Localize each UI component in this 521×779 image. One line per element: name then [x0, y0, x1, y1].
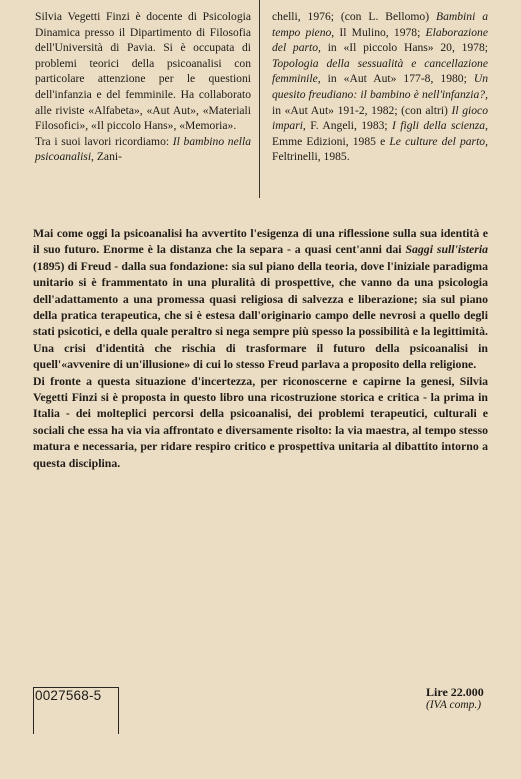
price-label: Lire 22.000	[426, 685, 484, 699]
works-text: , F. Angeli, 1983;	[302, 119, 393, 133]
works-intro-text: Tra i suoi lavori ricordiamo:	[35, 134, 173, 148]
works-text: , in «Aut Aut» 177-8, 1980;	[317, 72, 474, 86]
work-title: Il gioco impari	[272, 103, 488, 133]
work-title: Topologia della sessualità e cancellazione femminile	[272, 56, 488, 86]
work-title: Le culture del parto	[389, 134, 486, 148]
works-text: , Feltrinelli, 1985.	[272, 134, 488, 164]
work-title: Un quesito freudiano: il bambino è nell'infanzia?	[272, 72, 488, 101]
work-title: Elaborazione del parto	[272, 25, 488, 55]
catalog-code: 0027568-5	[35, 688, 102, 703]
author-bio-left-column	[35, 9, 251, 165]
author-bio-paragraph: Silvia Vegetti Finzi è docente di Psicologia Dinamica presso il Dipartimento di Filosofia dell'Università di Pavia. Si è occupata di problemi teorici della psicoanalisi con particolare attenzione per le questioni dell'infanzia e del femminile. Ha collaborato alle riviste «Alfabeta», «Aut Aut», «Materiali Filosofici», «Il piccolo Hans», «Memoria».	[35, 10, 251, 133]
works-list	[272, 9, 488, 165]
works-text: , in «Il piccolo Hans» 20, 1978;	[318, 41, 488, 55]
vat-note: (IVA comp.)	[426, 699, 482, 711]
works-text: chelli, 1976; (con L. Bellomo)	[272, 10, 436, 23]
works-text: , Il Mulino, 1978;	[331, 25, 426, 39]
author-bio-right-column	[272, 9, 488, 165]
cited-work-title: Saggi sull'isteria	[405, 242, 488, 257]
work-title: Il bambino nella psicoanalisi	[35, 134, 251, 164]
description-paragraph-1	[33, 225, 488, 373]
works-text: , in «Aut Aut» 191-2, 1982; (con altri)	[272, 87, 488, 117]
book-description	[33, 225, 488, 471]
works-text: , Zani-	[91, 150, 122, 164]
description-text: (1895) di Freud - dalla sua fondazione: sia sul piano della teoria, dove l'iniziale paradigma unitario si è frammentato in una pluralità di prospettive, che vanno da una psicologia dell'adattamento a una promessa quasi religiosa di salvezza e liberazione; sia sul piano della pratica terapeutica, che si è estesa dall'originario campo delle nevrosi a quello degli stati psicotici, e della quale peraltro si nega sempre più spesso la possibilità e la legittimità. Una crisi d'identità che rischia di trasformare il futuro della psicoanalisi in quell'«avvenire di un'illusione» di cui lo stesso Freud parlava a proposito della religione.	[33, 258, 488, 372]
works-text: , Emme Edizioni, 1985 e	[272, 119, 488, 148]
work-title: I figli della scienza	[392, 119, 486, 133]
description-paragraph-2: Di fronte a questa situazione d'incertezza, per riconoscerne e capirne la genesi, Silvia Vegetti Finzi si è proposta in questo libro una ricostruzione storica e critica - la prima in Italia - dei molteplici percorsi della psicoanalisi, dei problemi terapeutici, culturali e sociali che essa ha via via affrontato e diversamente risolto: la via maestra, al tempo stesso matura e necessaria, per ridare respiro critico e prospettiva unitaria al dibattito intorno a questa disciplina.	[33, 373, 488, 470]
description-text: Mai come oggi la psicoanalisi ha avvertito l'esigenza di una riflessione sulla sua identità e il suo futuro. Enorme è la distanza che la separa - a quasi cent'anni dai	[33, 226, 488, 257]
works-intro	[35, 134, 251, 165]
work-title: Bambini a tempo pieno	[272, 10, 488, 39]
column-divider	[259, 0, 260, 198]
